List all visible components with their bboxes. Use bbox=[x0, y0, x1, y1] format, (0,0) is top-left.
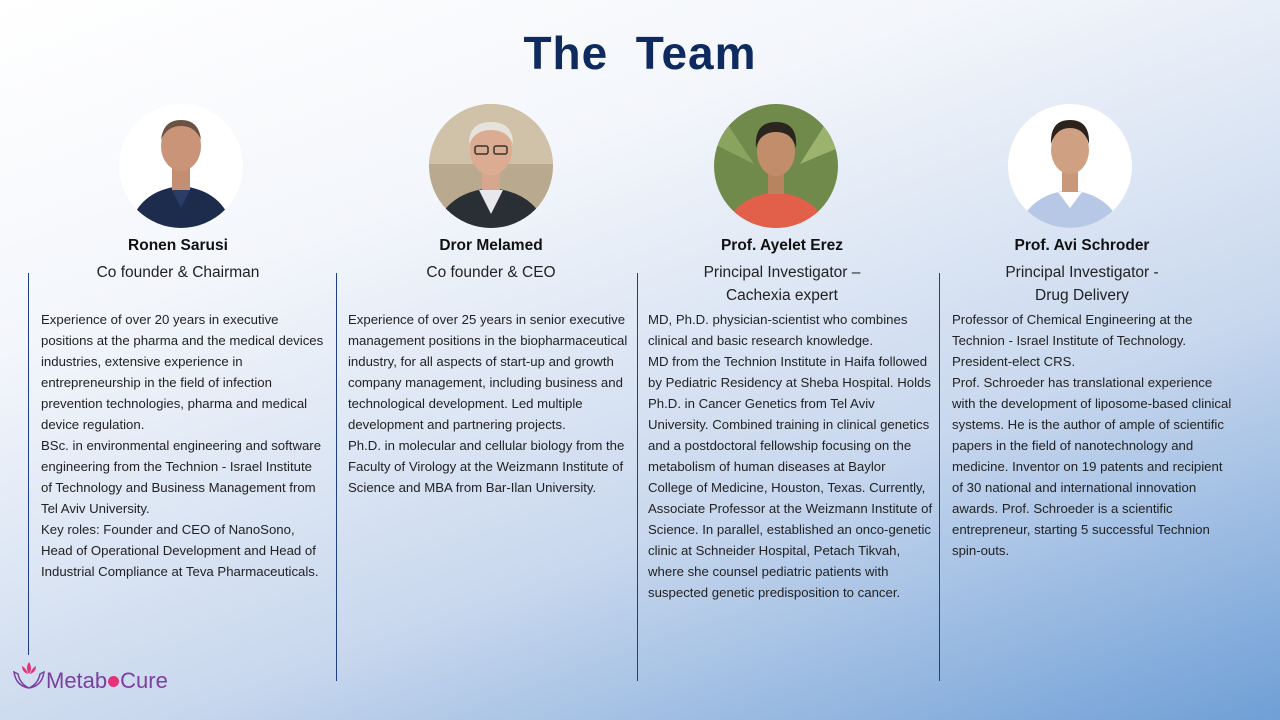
bio-paragraph: BSc. in environmental engineering and software engineering from the Technion - Israel Institute of Technology and Business Management from Tel Aviv University. bbox=[41, 438, 322, 516]
member-bio bbox=[648, 309, 933, 603]
member-role bbox=[341, 261, 641, 284]
logo-text bbox=[46, 668, 168, 694]
member-role-line: Co founder & CEO bbox=[426, 264, 556, 281]
member-role-line: Principal Investigator - bbox=[1005, 264, 1159, 281]
bio-paragraph: Professor of Chemical Engineering at the Technion - Israel Institute of Technology. President-elect CRS. bbox=[952, 312, 1193, 369]
slide-title: The Team bbox=[523, 27, 757, 79]
member-role bbox=[632, 261, 932, 307]
bio-paragraph: Prof. Schroeder has translational experience with the development of liposome-based clinical systems. He is the author of ample of scientific papers in the field of nanotechnology and medicine. Inventor on 19 patents and recipient of 30 national and international innovation awards. Prof. Schroeder is a scientific entrepreneur, starting 5 successful Technion spin-outs. bbox=[952, 375, 1232, 558]
logo-text-part: Cure bbox=[120, 668, 168, 693]
member-role bbox=[932, 261, 1232, 307]
divider-line bbox=[28, 273, 29, 655]
member-role-line: Co founder & Chairman bbox=[96, 264, 260, 281]
bio-paragraph: Ph.D. in molecular and cellular biology from the Faculty of Virology at the Weizmann Institute of Science and MBA from Bar-Ilan University. bbox=[348, 438, 625, 495]
bio-paragraph: Key roles: Founder and CEO of NanoSono, Head of Operational Development and Head of Industrial Compliance at Teva Pharmaceuticals. bbox=[41, 522, 319, 579]
avatar bbox=[714, 104, 838, 228]
divider-line bbox=[637, 273, 638, 681]
avatar bbox=[119, 104, 243, 228]
metabocure-logo bbox=[12, 658, 202, 698]
avatar bbox=[1008, 104, 1132, 228]
bio-paragraph: Experience of over 25 years in senior executive management positions in the biopharmaceutical industry, for all aspects of start-up and growth company management, including business and technological development. Led multiple development and partnering projects. bbox=[348, 312, 628, 432]
logo-text-part: Metab bbox=[46, 668, 108, 693]
bio-paragraph: MD from the Technion Institute in Haifa followed by Pediatric Residency at Sheba Hospital. Holds Ph.D. in Cancer Genetics from Tel Aviv University. Combined training in clinical genetics and a postdoctoral fellowship focusing on the metabolism of human diseases at Baylor College of Medicine, Houston, Texas. Currently, Associate Professor at the Weizmann Institute of Science. In parallel, established an onco-genetic clinic at Schneider Hospital, Petach Tikvah, where she counsel pediatric patients with suspected genetic predisposition to cancer. bbox=[648, 354, 933, 600]
member-name: Prof. Ayelet Erez bbox=[720, 237, 844, 254]
logo-dot bbox=[108, 676, 119, 687]
lotus-hands-icon bbox=[12, 658, 46, 694]
member-role-line: Principal Investigator – bbox=[703, 264, 861, 281]
member-bio bbox=[952, 309, 1237, 561]
member-role-line: Drug Delivery bbox=[1035, 287, 1129, 304]
divider-line bbox=[939, 273, 940, 681]
bio-paragraph: Experience of over 20 years in executive positions at the pharma and the medical devices industries, extensive experience in entrepreneurship in the field of infection prevention technologies, pharma and medical device regulation. bbox=[41, 312, 324, 432]
bio-paragraph: MD, Ph.D. physician-scientist who combines clinical and basic research knowledge. bbox=[648, 312, 908, 348]
member-name: Ronen Sarusi bbox=[128, 237, 228, 254]
divider-line bbox=[336, 273, 337, 681]
member-role-line: Cachexia expert bbox=[725, 287, 838, 304]
member-bio bbox=[41, 309, 326, 582]
member-name: Dror Melamed bbox=[439, 237, 543, 254]
avatar bbox=[429, 104, 553, 228]
member-name: Prof. Avi Schroder bbox=[1014, 237, 1150, 254]
member-role bbox=[28, 261, 328, 284]
member-bio bbox=[348, 309, 633, 498]
